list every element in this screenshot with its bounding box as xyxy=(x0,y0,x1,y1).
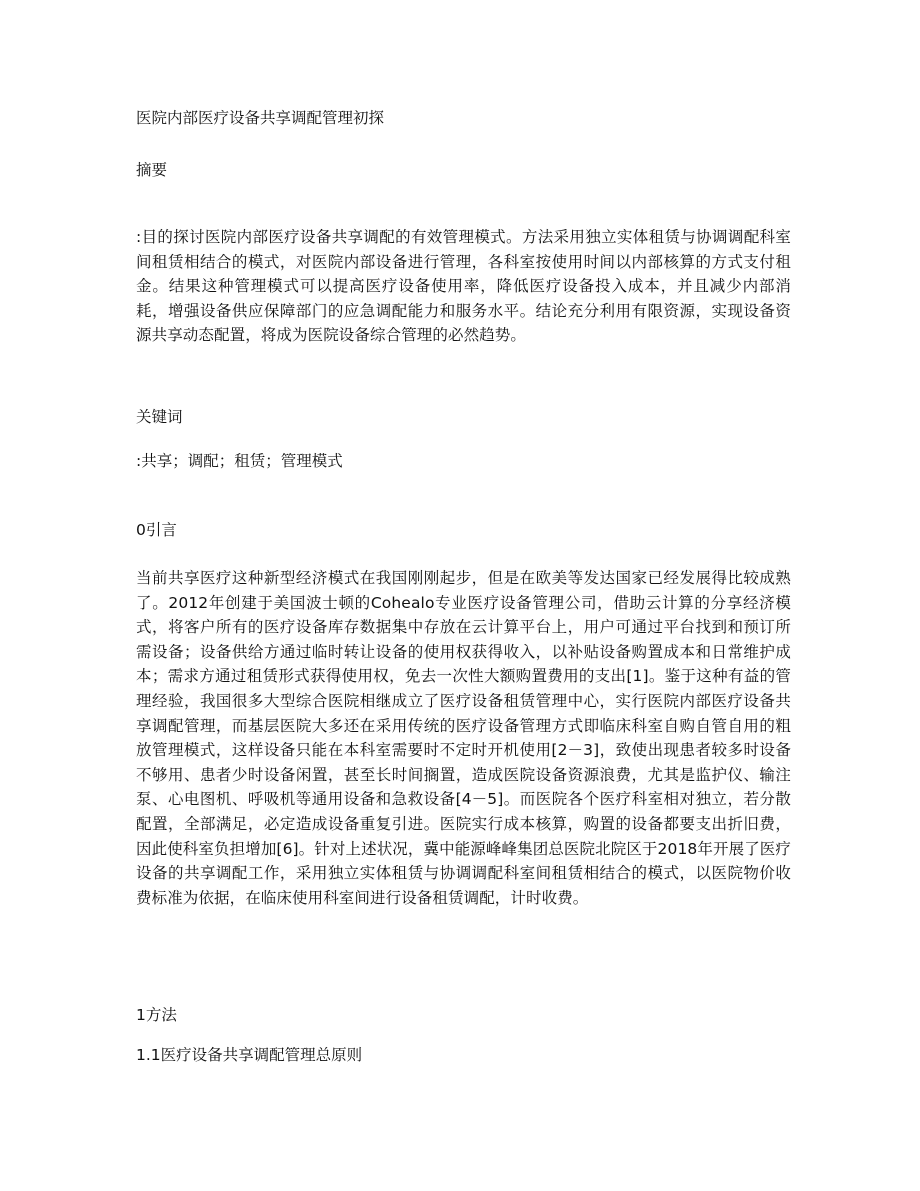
keywords-text: :共享；调配；租赁；管理模式 xyxy=(136,452,343,470)
introduction-text: 当前共享医疗这种新型经济模式在我国刚刚起步，但是在欧美等发达国家已经发展得比较成熟了。2012年创建于美国波士顿的Cohealo专业医疗设备管理公司，借助云计算的分享经济模式，将客户所有的医疗设备库存数据集中存放在云计算平台上，用户可通过平台找到和预订所需设备；设备供给方通过临时转让设备的使用权获得收入，以补贴设备购置成本和日常维护成本；需求方通过租赁形式获得使用权，免去一次性大额购置费用的支出[1]。鉴于这种有益的管理经验，我国很多大型综合医院相继成立了医疗设备租赁管理中心，实行医院内部医疗设备共享调配管理，而基层医院大多还在采用传统的医疗设备管理方式即临床科室自购自管自用的粗放管理模式，这样设备只能在本科室需要时不定时开机使用[2－3]，致使出现患者较多时设备不够用、患者少时设备闲置，甚至长时间搁置，造成医院设备资源浪费，尤其是监护仪、输注泵、心电图机、呼吸机等通用设备和急救设备[4－5]。而医院各个医疗科室相对独立，若分散配置，全部满足，必定造成设备重复引进。医院实行成本核算，购置的设备都要支出折旧费，因此使科室负担增加[6]。针对上述状况，冀中能源峰峰集团总医院北院区于2018年开展了医疗设备的共享调配工作，采用独立实体租赁与协调调配科室间租赁相结合的模式，以医院物价收费标准为依据，在临床使用科室间进行设备租赁调配，计时收费。 xyxy=(136,569,791,907)
method-heading: 1方法 xyxy=(136,1006,177,1024)
abstract-text: :目的探讨医院内部医疗设备共享调配的有效管理模式。方法采用独立实体租赁与协调调配科室间租赁相结合的模式，对医院内部设备进行管理，各科室按使用时间以内部核算的方式支付租金。结果这种管理模式可以提高医疗设备使用率，降低医疗设备投入成本，并且减少内部消耗，增强设备供应保障部门的应急调配能力和服务水平。结论充分利用有限资源，实现设备资源共享动态配置，将成为医院设备综合管理的必然趋势。 xyxy=(136,228,791,345)
abstract-heading: 摘要 xyxy=(136,161,168,179)
keywords-heading: 关键词 xyxy=(136,408,183,426)
method-subheading: 1.1医疗设备共享调配管理总原则 xyxy=(136,1046,363,1064)
introduction-heading: 0引言 xyxy=(136,521,177,539)
document-title: 医院内部医疗设备共享调配管理初探 xyxy=(136,109,385,127)
